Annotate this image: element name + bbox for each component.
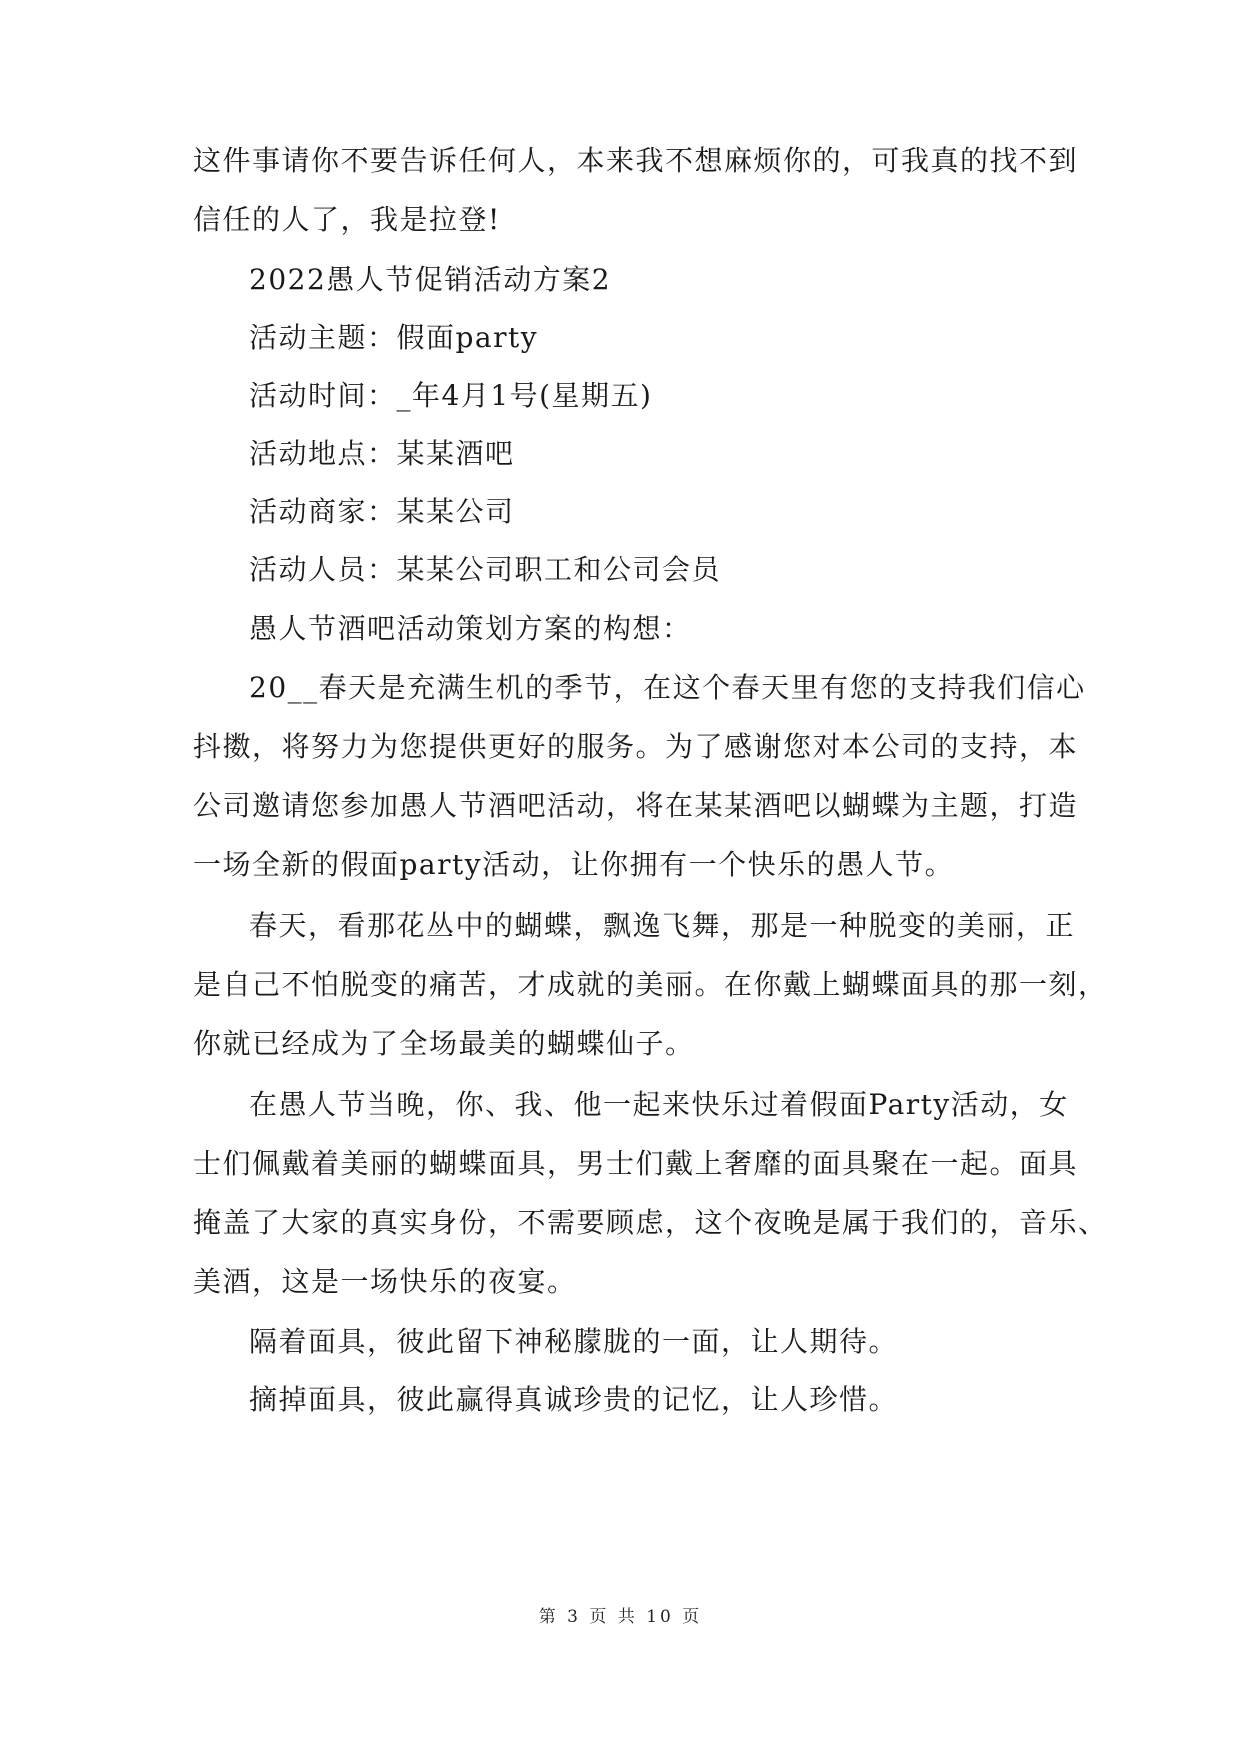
paragraph-line: 美酒，这是一场快乐的夜宴。 (193, 1265, 577, 1298)
paragraph-line: 在愚人节当晚，你、我、他一起来快乐过着假面Party活动，女 (249, 1088, 1069, 1121)
paragraph-line: 抖擞，将努力为您提供更好的服务。为了感谢您对本公司的支持，本 (193, 730, 1079, 763)
paragraph-line: 春天，看那花丛中的蝴蝶，飘逸飞舞，那是一种脱变的美丽，正 (249, 909, 1076, 942)
paragraph-line: 是自己不怕脱变的痛苦，才成就的美丽。在你戴上蝴蝶面具的那一刻， (193, 968, 1108, 1001)
paragraph-line: 这件事请你不要告诉任何人，本来我不想麻烦你的，可我真的找不到 (193, 144, 1079, 177)
paragraph-line: 公司邀请您参加愚人节酒吧活动，将在某某酒吧以蝴蝶为主题，打造 (193, 789, 1079, 822)
paragraph-line: 信任的人了，我是拉登! (193, 203, 501, 236)
paragraph-line: 隔着面具，彼此留下神秘朦胧的一面，让人期待。 (249, 1325, 899, 1358)
activity-merchant: 活动商家：某某公司 (249, 495, 515, 528)
activity-location: 活动地点：某某酒吧 (249, 437, 515, 470)
activity-time: 活动时间：_年4月1号(星期五) (249, 379, 653, 412)
page-number-footer: 第 3 页 共 10 页 (538, 1607, 703, 1627)
paragraph-line: 一场全新的假面party活动，让你拥有一个快乐的愚人节。 (193, 848, 955, 881)
paragraph-line: 你就已经成为了全场最美的蝴蝶仙子。 (193, 1027, 695, 1060)
paragraph-line: 士们佩戴着美丽的蝴蝶面具，男士们戴上奢靡的面具聚在一起。面具 (193, 1147, 1079, 1180)
plan-concept-heading: 愚人节酒吧活动策划方案的构想： (249, 612, 692, 645)
activity-theme: 活动主题：假面party (249, 321, 539, 354)
paragraph-line: 摘掉面具，彼此赢得真诚珍贵的记忆，让人珍惜。 (249, 1383, 899, 1416)
paragraph-line: 20__春天是充满生机的季节，在这个春天里有您的支持我们信心 (249, 671, 1086, 704)
activity-staff: 活动人员：某某公司职工和公司会员 (249, 553, 722, 586)
paragraph-line: 掩盖了大家的真实身份，不需要顾虑，这个夜晚是属于我们的，音乐、 (193, 1206, 1108, 1239)
section-title: 2022愚人节促销活动方案2 (249, 263, 612, 296)
